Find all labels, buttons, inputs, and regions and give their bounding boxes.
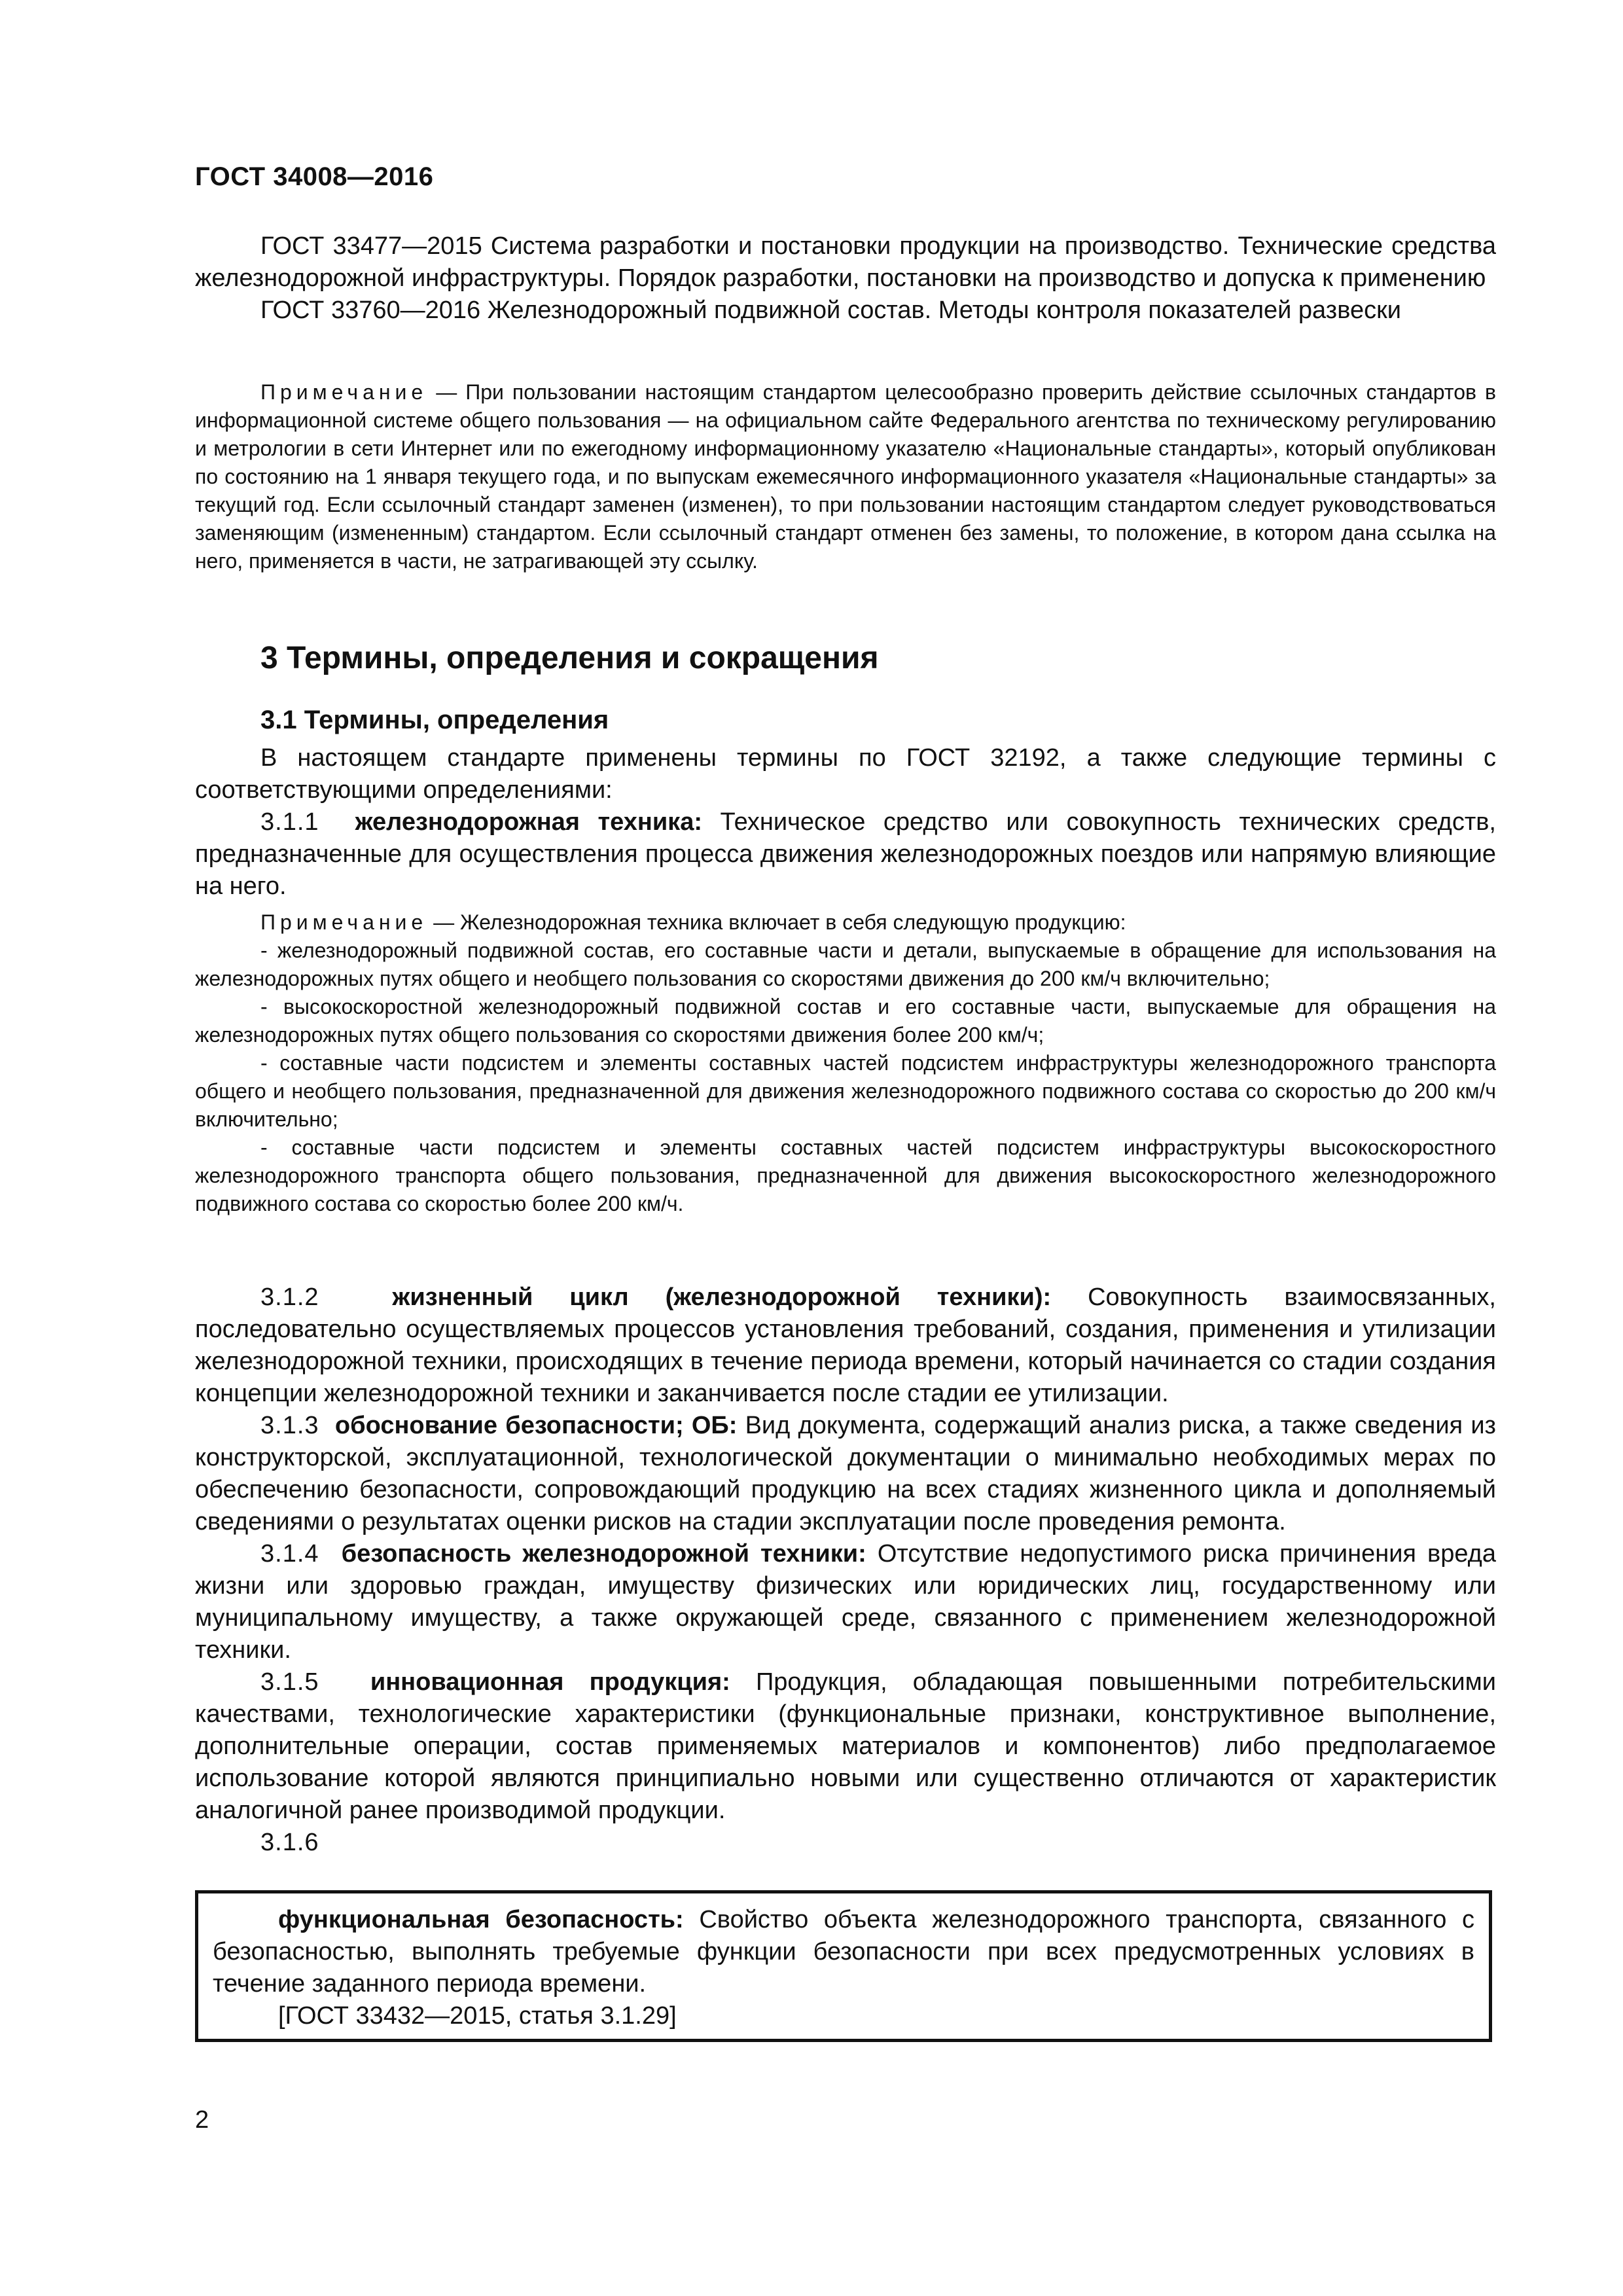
term-number: 3.1.2 [260,1283,319,1311]
term-3-1-4 [195,1538,1496,1666]
note-references [195,378,1496,575]
term-source: [ГОСТ 33432—2015, статья 3.1.29] [278,2002,677,2030]
term-3-1-2 [195,1282,1496,1410]
term-3-1-3 [195,1410,1496,1538]
note-label: Примечание [260,910,428,934]
term-name: инновационная продукция: [370,1668,730,1696]
term-definition: Отсутствие недопустимого риска причинения вреда жизни или здоровью граждан, имуществу физических или юридических лиц, государственному или муниципальному имуществу, а также окружающей среде, связанного с применением железнодорожной техники. [195,1540,1496,1664]
note-paragraph [195,378,1496,575]
subsection-title: 3.1 Термины, определения [260,706,609,734]
note-list-item: - составные части подсистем и элементы составных частей подсистем инфраструктуры железнодорожного транспорта общего и необщего пользования, предназначенной для движения железнодорожного подвижного состава со скоростью до 200 км/ч включительно; [195,1051,1496,1131]
term-number: 3.1.1 [260,808,319,836]
terms-block-2 [195,1282,1496,1859]
section-3-heading [195,640,1496,676]
term-number: 3.1.6 [260,1829,319,1856]
term-number: 3.1.4 [260,1540,319,1568]
page-number: 2 [195,2106,209,2134]
terms-block-1 [195,742,1496,903]
term-name: обоснование безопасности; ОБ: [334,1412,738,1439]
note-railway-equipment [195,908,1496,1218]
note-paragraph [195,908,1496,937]
term-3-1-5 [195,1666,1496,1827]
boxed-term [213,1904,1474,2000]
subsection-3-1-heading [195,706,1496,735]
document-designation: ГОСТ 34008—2016 [195,162,434,191]
term-definition: Вид документа, содержащий анализ риска, а также сведения из конструкторской, эксплуатационной, технологической документации о минимально необходимых мерах по обеспечению безопасности, сопровождающий продукцию на всех стадиях жизненного цикла и дополняемый сведениями о результатах оценки рисков на стадии эксплуатации после проведения ремонта. [195,1412,1496,1535]
reference-gost-33760: ГОСТ 33760—2016 Железнодорожный подвижной состав. Методы контроля показателей развески [260,296,1401,324]
term-definition: Техническое средство или совокупность технических средств, предназначенные для осуществления процесса движения железнодорожных поездов или напрямую влияющие на него. [195,808,1496,900]
term-definition: Свойство объекта железнодорожного транспорта, связанного с безопасностью, выполнять требуемые функции безопасности при всех предусмотренных условиях в течение заданного периода времени. [213,1906,1475,1998]
note-list-item: - высокоскоростной железнодорожный подвижной состав и его составные части, выпускаемые для обращения на железнодорожных путях общего пользования со скоростями движения более 200 км/ч; [195,995,1496,1047]
term-number: 3.1.5 [260,1668,319,1696]
term-number: 3.1.3 [260,1412,319,1439]
note-list-item: - железнодорожный подвижной состав, его составные части и детали, выпускаемые в обращение для использования на железнодорожных путях общего и необщего пользования со скоростями движения до 200 км/ч включительно; [195,939,1496,990]
note-list-item: - составные части подсистем и элементы составных частей подсистем инфраструктуры высокоскоростного железнодорожного транспорта общего пользования, предназначенной для движения высокоскоростного железнодорожного подвижного состава со скоростью более 200 км/ч. [195,1136,1496,1215]
term-3-1-1 [195,806,1496,903]
normative-references [195,230,1496,327]
note-label: Примечание [260,380,428,404]
term-definition: Продукция, обладающая повышенными потребительскими качествами, технологические характеристики (функциональные признаки, конструктивное выполнение, дополнительные операции, состав применяемых материалов и компонентов) либо предполагаемое использование которой являются принципиально новыми или существенно отличаются от характеристик аналогичной ранее производимой продукции. [195,1668,1496,1824]
term-name: безопасность железнодорожной техники: [341,1540,866,1568]
term-name: функциональная безопасность: [278,1906,684,1933]
term-name: жизненный цикл (железнодорожной техники): [392,1283,1052,1311]
definition-box [195,1890,1492,2042]
term-3-1-6-number [195,1827,1496,1859]
term-definition: Совокупность взаимосвязанных, последовательно осуществляемых процессов установления требований, создания, применения и утилизации железнодорожной техники, происходящих в течение периода времени, который начинается со стадии создания концепции железнодорожной техники и заканчивается после стадии ее утилизации. [195,1283,1496,1407]
reference-gost-33477: ГОСТ 33477—2015 Система разработки и постановки продукции на производство. Технические средства железнодорожной инфраструктуры. Порядок разработки, постановки на производство и допуска к применению [195,232,1496,292]
note-text: — При пользовании настоящим стандартом целесообразно проверить действие ссылочных стандартов в информационной системе общего пользования — на официальном сайте Федерального агентства по техническому регулированию и метрологии в сети Интернет или по ежегодному информационному указателю «Национальные стандарты», который опубликован по состоянию на 1 января текущего года, и по выпускам ежемесячного информационного указателя «Национальные стандарты» за текущий год. Если ссылочный стандарт заменен (изменен), то при пользовании настоящим стандартом следует руководствоваться заменяющим (измененным) стандартом. Если ссылочный стандарт отменен без замены, то положение, в котором дана ссылка на него, применяется в части, не затрагивающей эту ссылку. [195,380,1496,573]
term-name: железнодорожная техника: [355,808,702,836]
section-intro: В настоящем стандарте применены термины по ГОСТ 32192, а также следующие термины с соответствующими определениями: [195,744,1496,804]
note-text: — Железнодорожная техника включает в себя следующую продукцию: [427,910,1126,934]
section-title: 3 Термины, определения и сокращения [260,641,879,675]
